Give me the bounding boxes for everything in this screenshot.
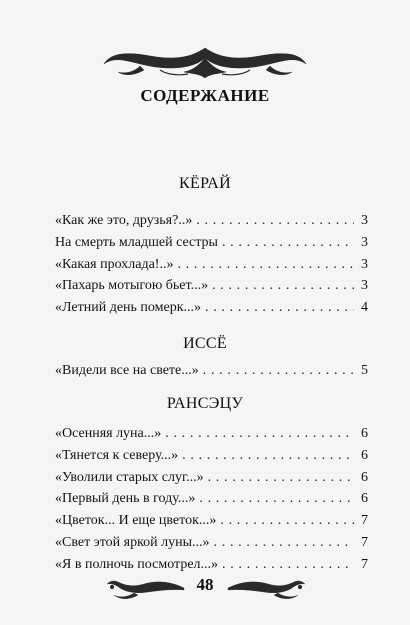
toc-entry-page: 6 <box>361 491 368 507</box>
toc-entry[interactable] <box>55 448 368 468</box>
top-ornament-decoration <box>100 44 310 80</box>
dot-leader <box>177 257 354 273</box>
dot-leader <box>199 491 354 507</box>
dot-leader <box>196 213 354 229</box>
toc-entry-page: 3 <box>361 213 368 228</box>
toc-entry[interactable] <box>55 426 368 446</box>
toc-entry[interactable] <box>55 363 368 383</box>
toc-entry-title: «Я в полночь посмотрел...» <box>55 556 219 572</box>
section-title: КЁРАЙ <box>179 175 231 192</box>
section-title: РАНСЭЦУ <box>166 395 244 412</box>
page-number-text: 48 <box>192 575 219 594</box>
toc-entry[interactable] <box>55 491 368 511</box>
toc-entry-page: 6 <box>361 426 368 441</box>
dot-leader <box>203 363 354 379</box>
toc-entry-title: «Какая прохлада!..» <box>55 256 174 272</box>
toc-entry[interactable] <box>55 213 368 233</box>
dot-leader <box>205 300 354 316</box>
dot-leader <box>165 426 354 442</box>
toc-entry-title: «Как же это, друзья?..» <box>55 213 193 228</box>
toc-entry-title: «Летний день померк...» <box>55 300 202 316</box>
dot-leader <box>222 235 354 251</box>
toc-entry-page: 3 <box>361 278 368 294</box>
toc-entry-page: 5 <box>361 363 368 378</box>
section-title: ИССЁ <box>183 335 227 352</box>
contents-heading: СОДЕРЖАНИЕ <box>140 86 270 105</box>
toc-entry-page: 7 <box>361 556 368 572</box>
toc-entry-title: «Осенняя луна...» <box>55 426 162 441</box>
toc-entry-title: «Цветок... И еще цветок...» <box>55 513 217 529</box>
toc-entry-page: 3 <box>361 234 368 250</box>
dot-leader <box>182 448 354 464</box>
toc-entry[interactable] <box>55 470 368 490</box>
toc-entry-page: 3 <box>361 256 368 272</box>
dot-leader <box>214 535 354 551</box>
toc-entry[interactable] <box>55 513 368 533</box>
page-number <box>0 575 410 595</box>
toc-entry[interactable] <box>55 278 368 298</box>
toc-entry-title: «Свет этой яркой луны...» <box>55 535 210 550</box>
toc-entry-title: На смерть младшей сестры <box>55 234 218 250</box>
toc-entry[interactable] <box>55 535 368 555</box>
dot-leader <box>220 513 354 529</box>
toc-entry-title: «Тянется к северу...» <box>55 447 179 463</box>
toc-entry-page: 4 <box>361 300 368 316</box>
dot-leader <box>212 278 354 294</box>
toc-entry-title: «Первый день в году...» <box>55 491 196 507</box>
toc-entry-title: «Пахарь мотыгою бьет...» <box>55 278 209 294</box>
toc-entry[interactable] <box>55 300 368 320</box>
toc-entry-title: «Уволили старых слуг...» <box>55 469 204 485</box>
dot-leader <box>222 557 354 573</box>
toc-entry-title: «Видели все на свете...» <box>55 363 199 378</box>
toc-entry-page: 6 <box>361 469 368 485</box>
toc-entry[interactable] <box>55 235 368 255</box>
dot-leader <box>208 470 354 486</box>
toc-entry-page: 7 <box>361 535 368 550</box>
toc-entry[interactable] <box>55 257 368 277</box>
toc-entry-page: 7 <box>361 513 368 529</box>
toc-entry-page: 6 <box>361 447 368 463</box>
